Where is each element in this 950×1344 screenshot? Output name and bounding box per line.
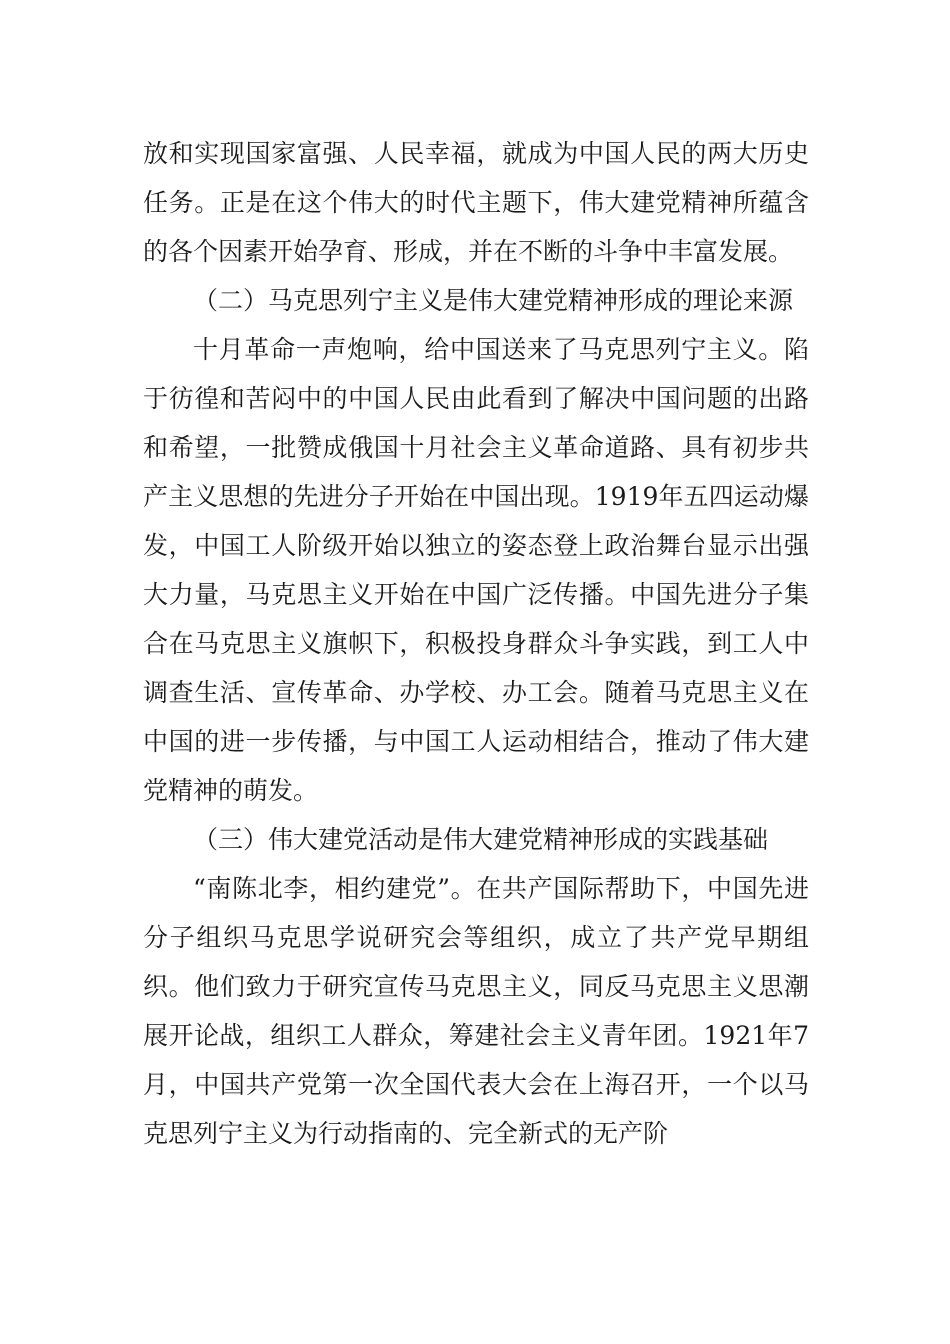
- section-heading-2: （二）马克思列宁主义是伟大建党精神形成的理论来源: [193, 286, 794, 315]
- paragraph-practice-basis: “南陈北李，相约建党”。在共产国际帮助下，中国先进分子组织马克思学说研究会等组织，成立了共产党早期组织。他们致力于研究宣传马克思主义，同反马克思主义思潮展开论战，组织工人群众，筹建社会主义青年团。1921年7月，中国共产党第一次全国代表大会在上海召开，一个以马克思列宁主义为行动指南的、完全新式的无产阶: [143, 874, 809, 1148]
- section-heading-3: （三）伟大建党活动是伟大建党精神形成的实践基础: [193, 825, 769, 854]
- paragraph-continuation: 放和实现国家富强、人民幸福，就成为中国人民的两大历史任务。正是在这个伟大的时代主题下，伟大建党精神所蕴含的各个因素开始孕育、形成，并在不断的斗争中丰富发展。: [143, 139, 809, 266]
- document-body: [143, 129, 809, 1158]
- paragraph-theory-source: 十月革命一声炮响，给中国送来了马克思列宁主义。陷于彷徨和苦闷中的中国人民由此看到了解决中国问题的出路和希望，一批赞成俄国十月社会主义革命道路、具有初步共产主义思想的先进分子开始在中国出现。1919年五四运动爆发，中国工人阶级开始以独立的姿态登上政治舞台显示出强大力量，马克思主义开始在中国广泛传播。中国先进分子集合在马克思主义旗帜下，积极投身群众斗争实践，到工人中调查生活、宣传革命、办学校、办工会。随着马克思主义在中国的进一步传播，与中国工人运动相结合，推动了伟大建党精神的萌发。: [143, 335, 809, 805]
